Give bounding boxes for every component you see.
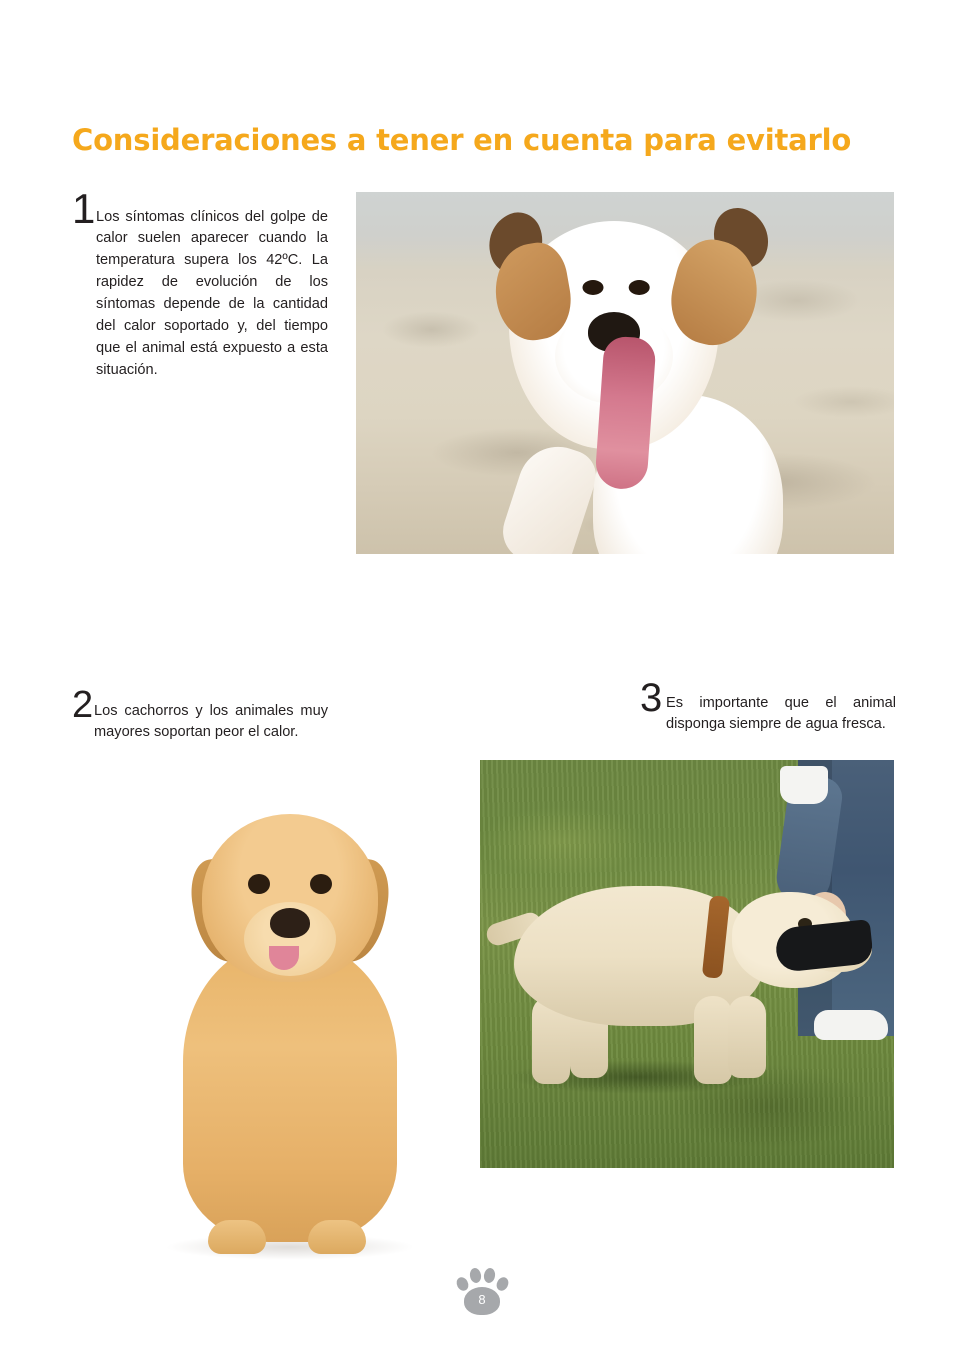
item-1-number: 1 bbox=[72, 185, 96, 232]
puppy-left-eye bbox=[248, 874, 270, 894]
paw-toe bbox=[454, 1275, 470, 1293]
page-number: 8 bbox=[478, 1292, 486, 1307]
item-2-block bbox=[72, 686, 328, 759]
item-3-text: Es importante que el animal disponga siempre de agua fresca. bbox=[666, 694, 896, 733]
puppy-right-paw bbox=[308, 1220, 366, 1254]
puppy-right-eye bbox=[310, 874, 332, 894]
paw-toe bbox=[483, 1267, 496, 1284]
item-2-number: 2 bbox=[72, 684, 94, 726]
water-bottle bbox=[780, 766, 828, 804]
puppy-body bbox=[183, 942, 397, 1242]
photo-dog-panting-on-beach bbox=[356, 192, 894, 554]
page-title: Consideraciones a tener en cuenta para evitarlo bbox=[72, 123, 852, 158]
paw-toe bbox=[494, 1275, 510, 1293]
dog-right-eye bbox=[629, 280, 650, 295]
item-1-block bbox=[72, 185, 328, 396]
labrador-front-left-leg bbox=[694, 996, 732, 1084]
puppy-left-paw bbox=[208, 1220, 266, 1254]
item-3-number: 3 bbox=[640, 676, 663, 720]
paw-print-icon bbox=[447, 1265, 517, 1315]
item-3-block bbox=[640, 678, 896, 751]
dog-head bbox=[509, 221, 719, 449]
page-footer bbox=[0, 1265, 964, 1321]
person-shoe bbox=[814, 1010, 888, 1040]
photo-golden-retriever-puppy bbox=[120, 762, 460, 1282]
labrador-front-right-leg bbox=[728, 996, 766, 1078]
item-2-text: Los cachorros y los animales muy mayores soportan peor el calor. bbox=[94, 702, 328, 741]
item-1-text: Los síntomas clínicos del golpe de calor suelen aparecer cuando la temperatura supera los 42ºC. La rapidez de evolución de los síntomas depende de la cantidad del calor soportado y, del tiempo que el animal está expuesto a esta situación. bbox=[96, 208, 328, 378]
dog-tongue bbox=[594, 336, 656, 491]
paw-toe bbox=[469, 1267, 482, 1284]
puppy-nose bbox=[270, 908, 310, 938]
dog-left-eye bbox=[583, 280, 604, 295]
photo-labrador-drinking-on-grass bbox=[480, 760, 894, 1168]
